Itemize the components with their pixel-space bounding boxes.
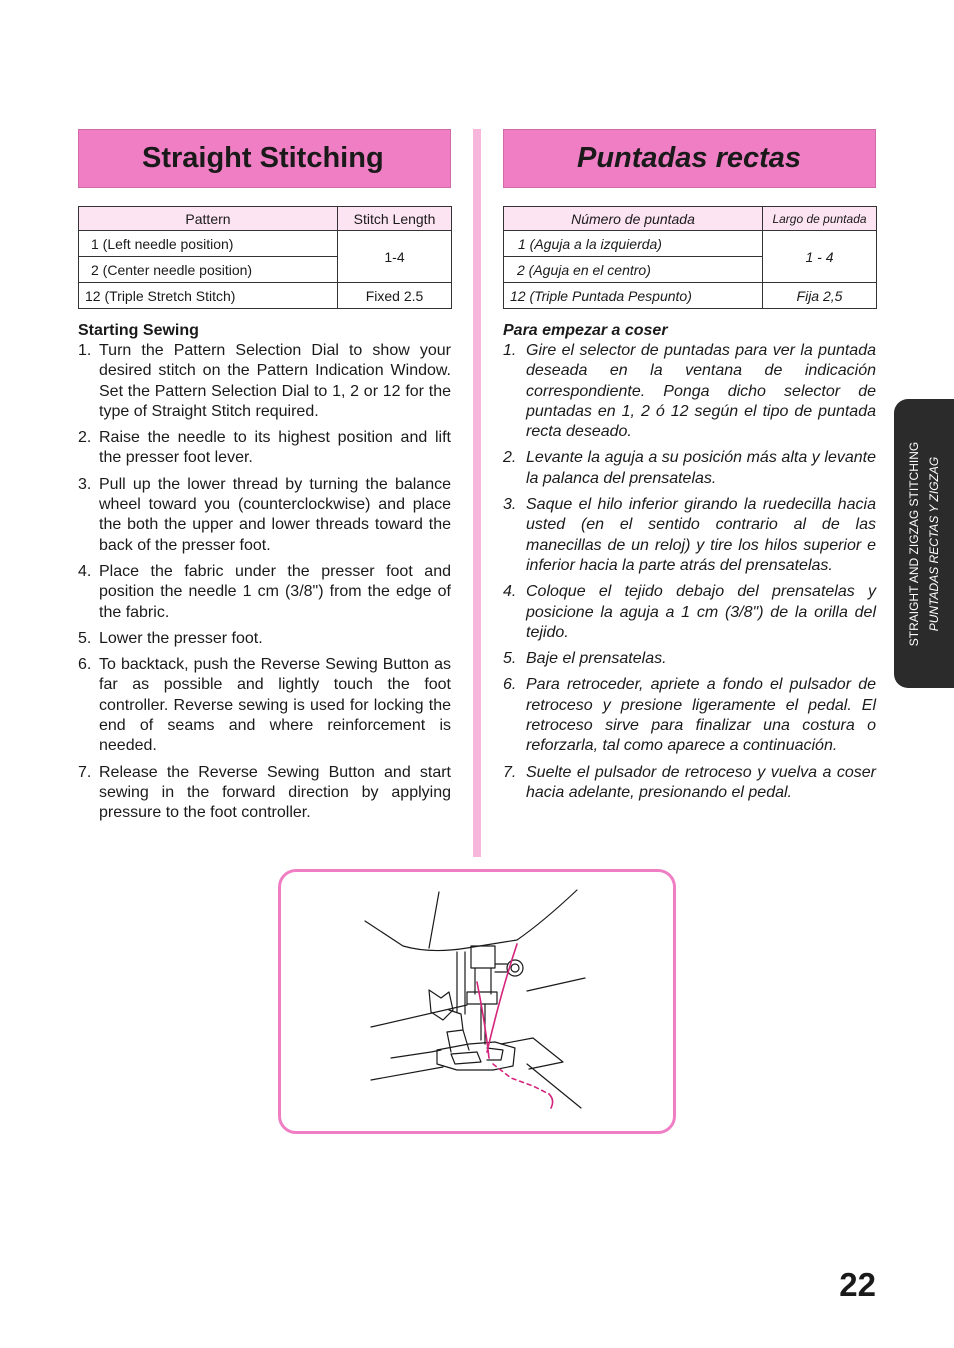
list-item: 2. Levante la aguja a su posición más alta y levante la palanca del prensatelas. bbox=[503, 449, 876, 487]
pattern-header: Pattern bbox=[79, 207, 338, 231]
page-number: 22 bbox=[839, 1266, 876, 1303]
spanish-subheading: Para empezar a coser bbox=[503, 322, 668, 339]
length-cell: Fija 2,5 bbox=[763, 283, 877, 309]
column-divider bbox=[473, 129, 481, 857]
pattern-cell: 12 (Triple Stretch Stitch) bbox=[79, 283, 338, 309]
spanish-stitch-table bbox=[503, 206, 877, 309]
list-item: 4. Place the fabric under the presser foot and position the needle 1 cm (3/8") from the edge of the fabric. bbox=[78, 562, 451, 621]
pattern-cell: 2 (Aguja en el centro) bbox=[504, 257, 763, 283]
list-item: 7. Release the Reverse Sewing Button and start sewing in the forward direction by applying pressure to the foot controller. bbox=[78, 763, 451, 822]
list-item: 2. Raise the needle to its highest position and lift the presser foot lever. bbox=[78, 429, 451, 467]
list-item: 5. Lower the presser foot. bbox=[78, 629, 263, 647]
spanish-steps bbox=[503, 341, 876, 803]
english-title-banner bbox=[78, 129, 451, 188]
length-cell: 1 - 4 bbox=[763, 231, 877, 283]
sewing-machine-illustration bbox=[278, 869, 676, 1134]
spanish-title-banner bbox=[503, 129, 876, 188]
presser-foot-drawing bbox=[281, 872, 673, 1131]
english-column bbox=[78, 129, 451, 830]
english-title: Straight Stitching bbox=[142, 142, 384, 174]
stitch-length-header: Largo de puntada bbox=[763, 207, 877, 231]
side-tab-spanish: PUNTADAS RECTAS Y ZIGZAG bbox=[927, 456, 941, 631]
list-item: 5. Baje el prensatelas. bbox=[503, 650, 667, 668]
table-row bbox=[79, 231, 452, 257]
english-steps bbox=[78, 341, 451, 824]
list-item: 1. Gire el selector de puntadas para ver la puntada deseada en la ventana de indicación correspondiente. Ponga dicho selector de puntadas en 1, 2 ó 12 según el tipo de puntada recta deseado. bbox=[503, 342, 876, 441]
list-item: 1. Turn the Pattern Selection Dial to show your desired stitch on the Pattern Indication Window. Set the Pattern Selection Dial to 1, 2 or 12 for the type of Straight Stitch required. bbox=[78, 342, 451, 420]
table-row bbox=[504, 231, 877, 257]
pattern-cell: 2 (Center needle position) bbox=[79, 257, 338, 283]
chapter-side-tab bbox=[894, 399, 954, 688]
spanish-column bbox=[503, 129, 876, 809]
length-cell: 1-4 bbox=[338, 231, 452, 283]
table-row bbox=[79, 283, 452, 309]
side-tab-english: STRAIGHT AND ZIGZAG STITCHING bbox=[907, 441, 921, 646]
pattern-cell: 12 (Triple Puntada Pespunto) bbox=[504, 283, 763, 309]
length-cell: Fixed 2.5 bbox=[338, 283, 452, 309]
list-item: 3. Pull up the lower thread by turning the balance wheel toward you (counterclockwise) and place the both the upper and lower threads toward the back of the presser foot. bbox=[78, 475, 451, 554]
pattern-header: Número de puntada bbox=[504, 207, 763, 231]
pattern-cell: 1 (Aguja a la izquierda) bbox=[504, 231, 763, 257]
list-item: 3. Saque el hilo inferior girando la ruedecilla hacia usted (en el sentido contrario al de las manecillas de un reloj) y tire los hilos superior e inferior hacia la parte atrás del prensatelas. bbox=[503, 496, 876, 574]
spanish-title: Puntadas rectas bbox=[577, 142, 802, 174]
pattern-cell: 1 (Left needle position) bbox=[79, 231, 338, 257]
english-stitch-table bbox=[78, 206, 452, 309]
list-item: 4. Coloque el tejido debajo del prensatelas y posicione la aguja a 1 cm (3/8") de la orilla del tejido. bbox=[503, 583, 876, 641]
list-item: 6. To backtack, push the Reverse Sewing Button as far as possible and lightly touch the foot controller. Reverse sewing is used for locking the end of seams and where reinforcement is needed. bbox=[78, 656, 451, 755]
stitch-length-header: Stitch Length bbox=[338, 207, 452, 231]
english-subheading: Starting Sewing bbox=[78, 322, 199, 339]
table-row bbox=[504, 283, 877, 309]
list-item: 7. Suelte el pulsador de retroceso y vuelva a coser hacia adelante, presionando el pedal. bbox=[503, 763, 876, 801]
list-item: 6. Para retroceder, apriete a fondo el pulsador de retroceso y presione ligeramente el pedal. El retroceso sirve para finalizar una costura o reforzarla, tal como aparece a continuación. bbox=[503, 676, 876, 755]
